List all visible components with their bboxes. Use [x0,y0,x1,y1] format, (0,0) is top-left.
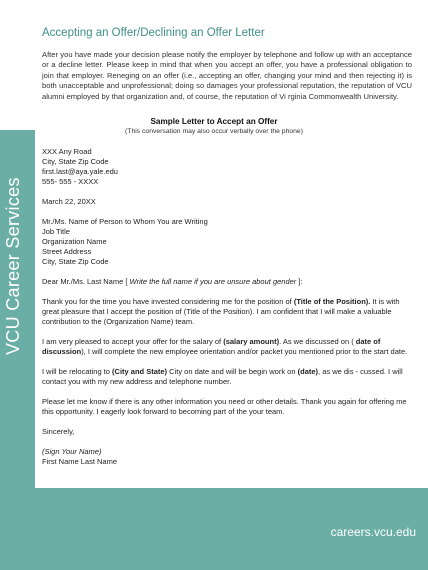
salutation-suffix: ]: [298,277,303,286]
start-date-placeholder: (date) [297,367,319,376]
letter-date: March 22, 20XX [42,197,96,206]
para3-text-d: date [194,367,210,376]
para2-text-e: ), I will complete the new employee orientation and/or packet you mentioned prior to the start date. [81,347,408,356]
sender-email: first.last@aya.yale.edu [42,167,118,176]
para3-text-g: , as we dis - cussed. I will contact you with my new address and telephone number. [42,367,403,386]
salutation-prefix: Dear Mr./Ms. Last Name [ [42,277,128,286]
city-state-placeholder: (City and State) [112,367,168,376]
salutation [42,277,414,287]
recipient-address [42,217,414,267]
intro-paragraph: After you have made your decision please notify the employer by telephone and follow up with an acceptance or a decline letter. Please keep in mind that when you accept an offer, you have a professional obligation to join that employer. Reneging on an offer (i.e., accepting an offer, changing your mind and then rejecting it) is both unacceptable and unprofessional; doing so damages your professional reputation, the reputation of VCU alumni employed by that organization and, of course, the reputation of Vi rginia Commonwealth University. [42,50,412,101]
closing-sincerely: Sincerely, [42,427,75,436]
para3-text-c: City on [169,367,193,376]
footer-bar [35,488,428,570]
sender-address [42,147,414,187]
paragraph-thanks: Please let me know if there is any other information you need or other details. Thank you again for offering me this opportunity. I eagerly look forward to becoming part of the your team. [42,397,407,416]
recipient-title: Job Title [42,227,70,236]
salutation-hint: Write the full name if you are unsure about gender [129,277,297,286]
para3-text-e: and will be begin work on [211,367,296,376]
position-placeholder: (Title of the Position). [293,297,371,306]
discussion-date-placeholder: date of discussion [42,337,381,356]
recipient-org: Organization Name [42,237,107,246]
recipient-name: Mr./Ms. Name of Person to Whom You are Writing [42,217,208,226]
sidebar-brand-text: VCU Career Services [3,177,23,355]
para1-text-a: Thank you for the time you have invested considering me for the position of [42,297,292,306]
sample-letter-subtitle: (This conversation may also occur verbally over the phone) [125,128,303,135]
recipient-city: City, State Zip Code [42,257,109,266]
signature-line: (Sign Your Name) [42,447,102,456]
sender-street: XXX Any Road [42,147,92,156]
footer-url: careers.vcu.edu [330,525,416,539]
sample-letter-title: Sample Letter to Accept an Offer [150,117,278,126]
sender-phone: 555- 555 - XXXX [42,177,99,186]
sender-city: City, State Zip Code [42,157,109,166]
para2-text-a: I am very pleased to accept your offer for the salary of [42,337,222,346]
paragraph-relocation [42,367,414,387]
para1-text-c: It is with great pleasure that I accept the position of (Title of the Position). I am confident that I will make a valuable contribution to the (Organization Name) team. [42,297,400,326]
letter-body [42,147,414,467]
salary-placeholder: (salary amount) [223,337,280,346]
para3-text-a: I will be relocating to [42,367,110,376]
recipient-street: Street Address [42,247,92,256]
para2-text-c: . As we discussed on ( [279,337,354,346]
signer-name: First Name Last Name [42,457,118,466]
paragraph-salary [42,337,414,357]
paragraph-accept [42,297,414,327]
page-title: Accepting an Offer/Declining an Offer Letter [42,27,265,39]
